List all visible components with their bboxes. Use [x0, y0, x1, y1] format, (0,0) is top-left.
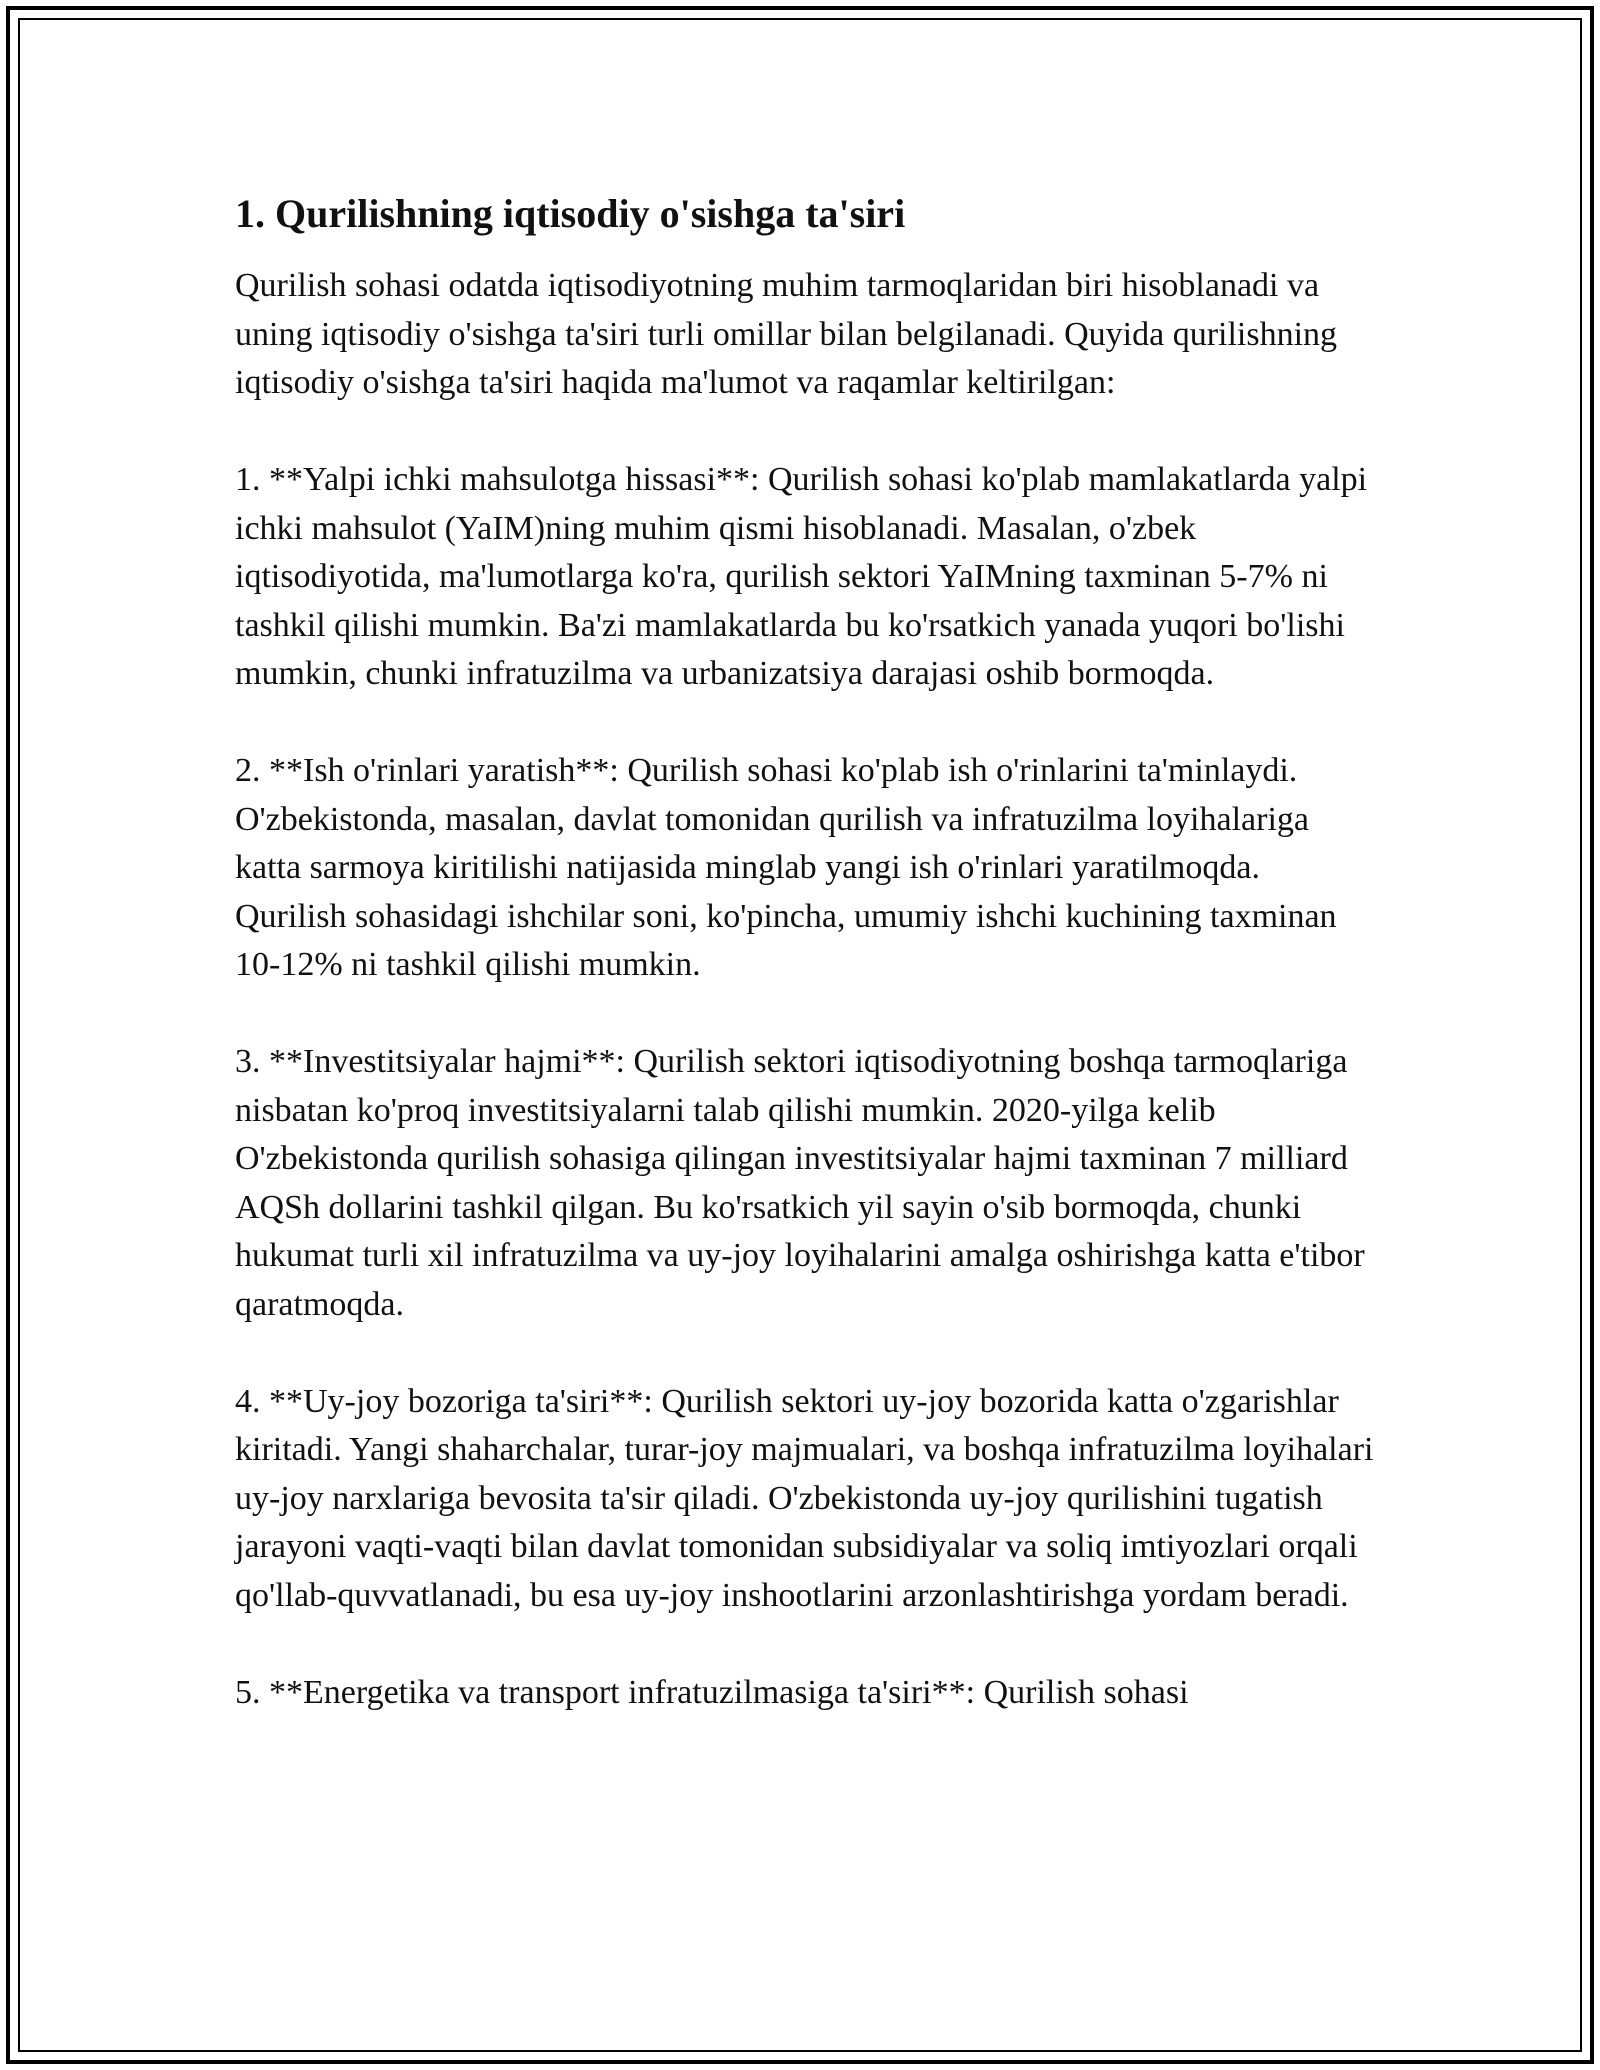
item-2-job-creation: 2. **Ish o'rinlari yaratish**: Qurilish sohasi ko'plab ish o'rinlarini ta'minlaydi. O'zbekistonda, masalan, davlat tomonidan qurilish va infratuzilma loyihalariga katta sarmoya kiritilishi natijasida minglab yangi ish o'rinlari yaratilmoqda. Qurilish sohasidagi ishchilar soni, ko'pincha, umumiy ishchi kuchining taxminan 10-12% ni tashkil qilishi mumkin. [235, 752, 1337, 983]
item-1-gdp-share: 1. **Yalpi ichki mahsulotga hissasi**: Qurilish sohasi ko'plab mamlakatlarda yalpi ichki mahsulot (YaIM)ning muhim qismi hisoblanadi. Masalan, o'zbek iqtisodiyotida, ma'lumotlarga ko'ra, qurilish sektori YaIMning taxminan 5-7% ni tashkil qilishi mumkin. Ba'zi mamlakatlarda bu ko'rsatkich yanada yuqori bo'lishi mumkin, chunki infratuzilma va urbanizatsiya darajasi oshib bormoqda. [235, 461, 1368, 692]
item-4-housing-market: 4. **Uy-joy bozoriga ta'siri**: Qurilish sektori uy-joy bozorida katta o'zgarishlar kiritadi. Yangi shaharchalar, turar-joy majmualari, va boshqa infratuzilma loyihalari uy-joy narxlariga bevosita ta'sir qiladi. O'zbekistonda uy-joy qurilishini tugatish jarayoni vaqti-vaqti bilan davlat tomonidan subsidiyalar va soliq imtiyozlari orqali qo'llab-quvvatlanadi, bu esa uy-joy inshootlarini arzonlashtirishga yordam beradi. [235, 1382, 1374, 1614]
item-3-investment-volume: 3. **Investitsiyalar hajmi**: Qurilish sektori iqtisodiyotning boshqa tarmoqlariga nisbatan ko'proq investitsiyalarni talab qilishi mumkin. 2020-yilga kelib O'zbekistonda qurilish sohasiga qilingan investitsiyalar hajmi taxminan 7 milliard AQSh dollarini tashkil qilgan. Bu ko'rsatkich yil sayin o'sib bormoqda, chunki hukumat turli xil infratuzilma va uy-joy loyihalarini amalga oshirishga katta e'tibor qaratmoqda. [235, 1043, 1365, 1323]
section-heading: 1. Qurilishning iqtisodiy o'sishga ta'siri [235, 191, 906, 236]
item-5-energy-transport: 5. **Energetika va transport infratuzilmasiga ta'siri**: Qurilish sohasi [235, 1673, 1189, 1711]
intro-paragraph: Qurilish sohasi odatda iqtisodiyotning muhim tarmoqlaridan biri hisoblanadi va uning iqtisodiy o'sishga ta'siri turli omillar bilan belgilanadi. Quyida qurilishning iqtisodiy o'sishga ta'siri haqida ma'lumot va raqamlar keltirilgan: [235, 267, 1338, 401]
document-body [235, 188, 1375, 1766]
